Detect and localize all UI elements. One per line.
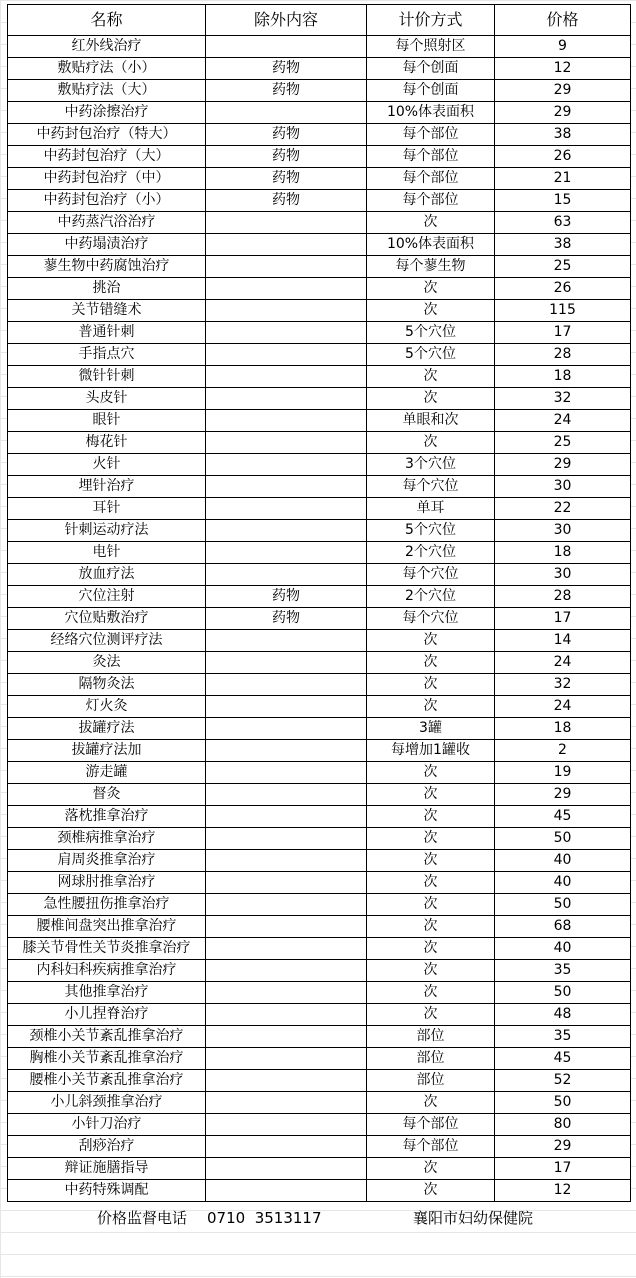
table-row (8, 80, 631, 102)
item-name-cell[interactable]: 穴位贴敷治疗 (8, 608, 206, 630)
pricing-method-cell[interactable]: 每个照射区 (367, 36, 495, 58)
item-name-cell[interactable]: 埋针治疗 (8, 476, 206, 498)
table-row (8, 938, 631, 960)
item-name-cell[interactable]: 落枕推拿治疗 (8, 806, 206, 828)
item-name-cell[interactable]: 膝关节骨性关节炎推拿治疗 (8, 938, 206, 960)
price-cell[interactable]: 26 (495, 278, 631, 300)
price-cell[interactable]: 52 (495, 1070, 631, 1092)
table-row (8, 234, 631, 256)
table-row (8, 322, 631, 344)
exclusion-cell[interactable] (206, 1136, 367, 1158)
exclusion-cell[interactable] (206, 740, 367, 762)
price-cell[interactable]: 40 (495, 850, 631, 872)
exclusion-cell[interactable] (206, 300, 367, 322)
pricing-method-cell[interactable]: 每个穴位 (367, 608, 495, 630)
item-name-cell[interactable]: 急性腰扭伤推拿治疗 (8, 894, 206, 916)
item-name-cell[interactable]: 隔物灸法 (8, 674, 206, 696)
exclusion-cell[interactable]: 药物 (206, 586, 367, 608)
pricing-method-cell[interactable]: 每个部位 (367, 168, 495, 190)
table-row (8, 1092, 631, 1114)
item-name-cell[interactable]: 游走罐 (8, 762, 206, 784)
price-cell[interactable]: 115 (495, 300, 631, 322)
pricing-method-cell[interactable]: 次 (367, 1180, 495, 1202)
price-cell[interactable]: 29 (495, 454, 631, 476)
item-name-cell[interactable]: 颈椎病推拿治疗 (8, 828, 206, 850)
pricing-method-cell[interactable]: 次 (367, 872, 495, 894)
table-row (8, 124, 631, 146)
item-name-cell[interactable]: 网球肘推拿治疗 (8, 872, 206, 894)
pricing-method-cell[interactable]: 3罐 (367, 718, 495, 740)
exclusion-cell[interactable] (206, 212, 367, 234)
exclusion-cell[interactable] (206, 278, 367, 300)
item-name-cell[interactable]: 头皮针 (8, 388, 206, 410)
price-cell[interactable]: 35 (495, 1026, 631, 1048)
pricing-method-cell[interactable]: 次 (367, 1004, 495, 1026)
price-cell[interactable]: 32 (495, 674, 631, 696)
price-cell[interactable]: 35 (495, 960, 631, 982)
pricing-method-cell[interactable]: 次 (367, 652, 495, 674)
price-cell[interactable]: 63 (495, 212, 631, 234)
price-cell[interactable]: 14 (495, 630, 631, 652)
table-row (8, 388, 631, 410)
item-name-cell[interactable]: 中药塌渍治疗 (8, 234, 206, 256)
table-row (8, 520, 631, 542)
exclusion-cell[interactable] (206, 1180, 367, 1202)
table-row (8, 696, 631, 718)
pricing-method-cell[interactable]: 10%体表面积 (367, 102, 495, 124)
pricing-method-cell[interactable]: 单耳 (367, 498, 495, 520)
pricing-method-cell[interactable]: 部位 (367, 1048, 495, 1070)
table-row (8, 872, 631, 894)
table-row (8, 190, 631, 212)
item-name-cell[interactable]: 敷贴疗法（大） (8, 80, 206, 102)
table-row (8, 1026, 631, 1048)
pricing-method-cell[interactable]: 2个穴位 (367, 542, 495, 564)
table-row (8, 762, 631, 784)
item-name-cell[interactable]: 耳针 (8, 498, 206, 520)
pricing-method-cell[interactable]: 每个部位 (367, 124, 495, 146)
pricing-method-cell[interactable]: 次 (367, 850, 495, 872)
item-name-cell[interactable]: 经络穴位测评疗法 (8, 630, 206, 652)
item-name-cell[interactable]: 灸法 (8, 652, 206, 674)
pricing-method-cell[interactable]: 次 (367, 300, 495, 322)
exclusion-cell[interactable] (206, 696, 367, 718)
item-name-cell[interactable]: 小儿斜颈推拿治疗 (8, 1092, 206, 1114)
table-row (8, 1070, 631, 1092)
table-row (8, 894, 631, 916)
table-row (8, 366, 631, 388)
pricing-method-cell[interactable]: 5个穴位 (367, 322, 495, 344)
pricing-method-cell[interactable]: 次 (367, 432, 495, 454)
price-cell[interactable]: 48 (495, 1004, 631, 1026)
exclusion-cell[interactable] (206, 806, 367, 828)
exclusion-cell[interactable] (206, 938, 367, 960)
item-name-cell[interactable]: 中药封包治疗（特大） (8, 124, 206, 146)
table-row (8, 102, 631, 124)
pricing-method-cell[interactable]: 次 (367, 388, 495, 410)
pricing-method-cell[interactable]: 10%体表面积 (367, 234, 495, 256)
pricing-method-cell[interactable]: 每个部位 (367, 190, 495, 212)
item-name-cell[interactable]: 督灸 (8, 784, 206, 806)
exclusion-cell[interactable] (206, 1092, 367, 1114)
pricing-method-cell[interactable]: 次 (367, 894, 495, 916)
item-name-cell[interactable]: 小针刀治疗 (8, 1114, 206, 1136)
price-cell[interactable]: 29 (495, 784, 631, 806)
price-cell[interactable]: 30 (495, 520, 631, 542)
exclusion-cell[interactable] (206, 916, 367, 938)
price-table (7, 4, 631, 1202)
exclusion-cell[interactable] (206, 498, 367, 520)
item-name-cell[interactable]: 腰椎小关节紊乱推拿治疗 (8, 1070, 206, 1092)
item-name-cell[interactable]: 蓼生物中药腐蚀治疗 (8, 256, 206, 278)
price-cell[interactable]: 38 (495, 124, 631, 146)
table-row (8, 828, 631, 850)
price-cell[interactable]: 30 (495, 564, 631, 586)
exclusion-cell[interactable] (206, 36, 367, 58)
price-cell[interactable]: 40 (495, 938, 631, 960)
pricing-method-cell[interactable]: 次 (367, 828, 495, 850)
exclusion-cell[interactable]: 药物 (206, 80, 367, 102)
exclusion-cell[interactable]: 药物 (206, 608, 367, 630)
exclusion-cell[interactable] (206, 322, 367, 344)
exclusion-cell[interactable]: 药物 (206, 124, 367, 146)
table-row (8, 1114, 631, 1136)
table-row (8, 740, 631, 762)
exclusion-cell[interactable] (206, 894, 367, 916)
price-cell[interactable]: 38 (495, 234, 631, 256)
pricing-method-cell[interactable]: 每个部位 (367, 1136, 495, 1158)
item-name-cell[interactable]: 中药蒸汽浴治疗 (8, 212, 206, 234)
header-pricing-method[interactable]: 计价方式 (367, 5, 495, 36)
pricing-method-cell[interactable]: 每个穴位 (367, 476, 495, 498)
pricing-method-cell[interactable]: 次 (367, 960, 495, 982)
table-row (8, 1048, 631, 1070)
exclusion-cell[interactable] (206, 872, 367, 894)
table-row (8, 476, 631, 498)
item-name-cell[interactable]: 火针 (8, 454, 206, 476)
pricing-method-cell[interactable]: 每个部位 (367, 1114, 495, 1136)
price-cell[interactable]: 19 (495, 762, 631, 784)
item-name-cell[interactable]: 小儿捏脊治疗 (8, 1004, 206, 1026)
price-cell[interactable]: 50 (495, 894, 631, 916)
exclusion-cell[interactable] (206, 432, 367, 454)
price-hotline-label: 价格监督电话 (97, 1209, 188, 1227)
pricing-method-cell[interactable]: 次 (367, 938, 495, 960)
table-row (8, 1136, 631, 1158)
header-name[interactable]: 名称 (8, 5, 206, 36)
exclusion-cell[interactable] (206, 1026, 367, 1048)
table-row (8, 982, 631, 1004)
pricing-method-cell[interactable]: 每个创面 (367, 58, 495, 80)
item-name-cell[interactable]: 放血疗法 (8, 564, 206, 586)
exclusion-cell[interactable] (206, 102, 367, 124)
item-name-cell[interactable]: 内科妇科疾病推拿治疗 (8, 960, 206, 982)
table-row (8, 212, 631, 234)
item-name-cell[interactable]: 颈椎小关节紊乱推拿治疗 (8, 1026, 206, 1048)
price-cell[interactable]: 25 (495, 256, 631, 278)
item-name-cell[interactable]: 灯火灸 (8, 696, 206, 718)
item-name-cell[interactable]: 穴位注射 (8, 586, 206, 608)
price-cell[interactable]: 45 (495, 1048, 631, 1070)
exclusion-cell[interactable] (206, 1070, 367, 1092)
exclusion-cell[interactable] (206, 1048, 367, 1070)
price-cell[interactable]: 29 (495, 102, 631, 124)
table-row (8, 410, 631, 432)
exclusion-cell[interactable]: 药物 (206, 168, 367, 190)
item-name-cell[interactable]: 中药封包治疗（中） (8, 168, 206, 190)
exclusion-cell[interactable] (206, 1004, 367, 1026)
table-row (8, 564, 631, 586)
exclusion-cell[interactable] (206, 344, 367, 366)
header-exclusions[interactable]: 除外内容 (206, 5, 367, 36)
table-row (8, 806, 631, 828)
price-cell[interactable]: 24 (495, 696, 631, 718)
price-cell[interactable]: 24 (495, 652, 631, 674)
pricing-method-cell[interactable]: 次 (367, 212, 495, 234)
price-cell[interactable]: 50 (495, 982, 631, 1004)
exclusion-cell[interactable] (206, 366, 367, 388)
item-name-cell[interactable]: 关节错缝术 (8, 300, 206, 322)
price-cell[interactable]: 12 (495, 1180, 631, 1202)
price-cell[interactable]: 12 (495, 58, 631, 80)
exclusion-cell[interactable] (206, 762, 367, 784)
exclusion-cell[interactable]: 药物 (206, 146, 367, 168)
table-row (8, 1004, 631, 1026)
price-cell[interactable]: 25 (495, 432, 631, 454)
hospital-name: 襄阳市妇幼保健院 (413, 1209, 534, 1227)
price-cell[interactable]: 17 (495, 1158, 631, 1180)
pricing-method-cell[interactable]: 5个穴位 (367, 344, 495, 366)
price-cell[interactable]: 32 (495, 388, 631, 410)
table-row (8, 630, 631, 652)
table-row (8, 498, 631, 520)
price-cell[interactable]: 18 (495, 718, 631, 740)
table-row (8, 608, 631, 630)
item-name-cell[interactable]: 中药封包治疗（小） (8, 190, 206, 212)
pricing-method-cell[interactable]: 次 (367, 916, 495, 938)
exclusion-cell[interactable] (206, 652, 367, 674)
item-name-cell[interactable]: 拔罐疗法加 (8, 740, 206, 762)
exclusion-cell[interactable]: 药物 (206, 190, 367, 212)
exclusion-cell[interactable] (206, 234, 367, 256)
price-cell[interactable]: 9 (495, 36, 631, 58)
item-name-cell[interactable]: 拔罐疗法 (8, 718, 206, 740)
table-row (8, 432, 631, 454)
item-name-cell[interactable]: 眼针 (8, 410, 206, 432)
exclusion-cell[interactable] (206, 1114, 367, 1136)
item-name-cell[interactable]: 胸椎小关节紊乱推拿治疗 (8, 1048, 206, 1070)
table-row (8, 300, 631, 322)
price-table-body (8, 36, 631, 1202)
price-cell[interactable]: 17 (495, 608, 631, 630)
exclusion-cell[interactable] (206, 564, 367, 586)
pricing-method-cell[interactable]: 次 (367, 630, 495, 652)
pricing-method-cell[interactable]: 每个蓼生物 (367, 256, 495, 278)
price-cell[interactable]: 22 (495, 498, 631, 520)
pricing-method-cell[interactable]: 每个穴位 (367, 564, 495, 586)
price-cell[interactable]: 80 (495, 1114, 631, 1136)
table-row (8, 718, 631, 740)
exclusion-cell[interactable] (206, 784, 367, 806)
pricing-method-cell[interactable]: 3个穴位 (367, 454, 495, 476)
price-cell[interactable]: 50 (495, 1092, 631, 1114)
price-cell[interactable]: 17 (495, 322, 631, 344)
exclusion-cell[interactable] (206, 542, 367, 564)
exclusion-cell[interactable] (206, 850, 367, 872)
item-name-cell[interactable]: 梅花针 (8, 432, 206, 454)
table-row (8, 256, 631, 278)
pricing-method-cell[interactable]: 次 (367, 278, 495, 300)
price-cell[interactable]: 28 (495, 586, 631, 608)
pricing-method-cell[interactable]: 2个穴位 (367, 586, 495, 608)
exclusion-cell[interactable] (206, 1158, 367, 1180)
item-name-cell[interactable]: 挑治 (8, 278, 206, 300)
pricing-method-cell[interactable]: 次 (367, 982, 495, 1004)
item-name-cell[interactable]: 普通针刺 (8, 322, 206, 344)
price-cell[interactable]: 29 (495, 1136, 631, 1158)
price-cell[interactable]: 18 (495, 366, 631, 388)
header-price[interactable]: 价格 (495, 5, 631, 36)
pricing-method-cell[interactable]: 单眼和次 (367, 410, 495, 432)
exclusion-cell[interactable] (206, 520, 367, 542)
price-cell[interactable]: 24 (495, 410, 631, 432)
price-cell[interactable]: 29 (495, 80, 631, 102)
pricing-method-cell[interactable]: 次 (367, 696, 495, 718)
exclusion-cell[interactable] (206, 454, 367, 476)
item-name-cell[interactable]: 针刺运动疗法 (8, 520, 206, 542)
price-cell[interactable]: 28 (495, 344, 631, 366)
exclusion-cell[interactable] (206, 674, 367, 696)
table-row (8, 784, 631, 806)
pricing-method-cell[interactable]: 次 (367, 762, 495, 784)
table-row (8, 542, 631, 564)
exclusion-cell[interactable] (206, 960, 367, 982)
item-name-cell[interactable]: 其他推拿治疗 (8, 982, 206, 1004)
exclusion-cell[interactable]: 药物 (206, 58, 367, 80)
pricing-method-cell[interactable]: 部位 (367, 1070, 495, 1092)
pricing-method-cell[interactable]: 次 (367, 1158, 495, 1180)
item-name-cell[interactable]: 中药封包治疗（大） (8, 146, 206, 168)
item-name-cell[interactable]: 中药涂擦治疗 (8, 102, 206, 124)
price-cell[interactable]: 26 (495, 146, 631, 168)
item-name-cell[interactable]: 电针 (8, 542, 206, 564)
item-name-cell[interactable]: 肩周炎推拿治疗 (8, 850, 206, 872)
table-row (8, 960, 631, 982)
exclusion-cell[interactable] (206, 256, 367, 278)
price-cell[interactable]: 50 (495, 828, 631, 850)
exclusion-cell[interactable] (206, 476, 367, 498)
table-row (8, 344, 631, 366)
price-cell[interactable]: 30 (495, 476, 631, 498)
item-name-cell[interactable]: 红外线治疗 (8, 36, 206, 58)
exclusion-cell[interactable] (206, 982, 367, 1004)
table-row (8, 168, 631, 190)
table-row (8, 1158, 631, 1180)
item-name-cell[interactable]: 微针针刺 (8, 366, 206, 388)
exclusion-cell[interactable] (206, 718, 367, 740)
table-row (8, 850, 631, 872)
exclusion-cell[interactable] (206, 630, 367, 652)
pricing-method-cell[interactable]: 次 (367, 674, 495, 696)
table-row (8, 58, 631, 80)
pricing-method-cell[interactable]: 每个部位 (367, 146, 495, 168)
table-row (8, 586, 631, 608)
pricing-method-cell[interactable]: 5个穴位 (367, 520, 495, 542)
item-name-cell[interactable]: 辩证施膳指导 (8, 1158, 206, 1180)
item-name-cell[interactable]: 刮痧治疗 (8, 1136, 206, 1158)
table-row (8, 278, 631, 300)
table-row (8, 674, 631, 696)
footer (0, 1207, 636, 1229)
pricing-method-cell[interactable]: 次 (367, 784, 495, 806)
price-cell[interactable]: 21 (495, 168, 631, 190)
table-row (8, 916, 631, 938)
price-cell[interactable]: 15 (495, 190, 631, 212)
pricing-method-cell[interactable]: 每增加1罐收 (367, 740, 495, 762)
item-name-cell[interactable]: 敷贴疗法（小） (8, 58, 206, 80)
price-cell[interactable]: 68 (495, 916, 631, 938)
pricing-method-cell[interactable]: 次 (367, 806, 495, 828)
price-cell[interactable]: 45 (495, 806, 631, 828)
item-name-cell[interactable]: 腰椎间盘突出推拿治疗 (8, 916, 206, 938)
exclusion-cell[interactable] (206, 388, 367, 410)
exclusion-cell[interactable] (206, 828, 367, 850)
item-name-cell[interactable]: 手指点穴 (8, 344, 206, 366)
price-cell[interactable]: 40 (495, 872, 631, 894)
table-row (8, 454, 631, 476)
table-row (8, 36, 631, 58)
table-row (8, 1180, 631, 1202)
pricing-method-cell[interactable]: 次 (367, 1092, 495, 1114)
table-row (8, 146, 631, 168)
exclusion-cell[interactable] (206, 410, 367, 432)
pricing-method-cell[interactable]: 次 (367, 366, 495, 388)
price-hotline-number: 0710 3513117 (207, 1209, 322, 1227)
pricing-method-cell[interactable]: 每个创面 (367, 80, 495, 102)
price-cell[interactable]: 18 (495, 542, 631, 564)
item-name-cell[interactable]: 中药特殊调配 (8, 1180, 206, 1202)
price-cell[interactable]: 2 (495, 740, 631, 762)
table-row (8, 652, 631, 674)
pricing-method-cell[interactable]: 部位 (367, 1026, 495, 1048)
header-row (8, 5, 631, 36)
